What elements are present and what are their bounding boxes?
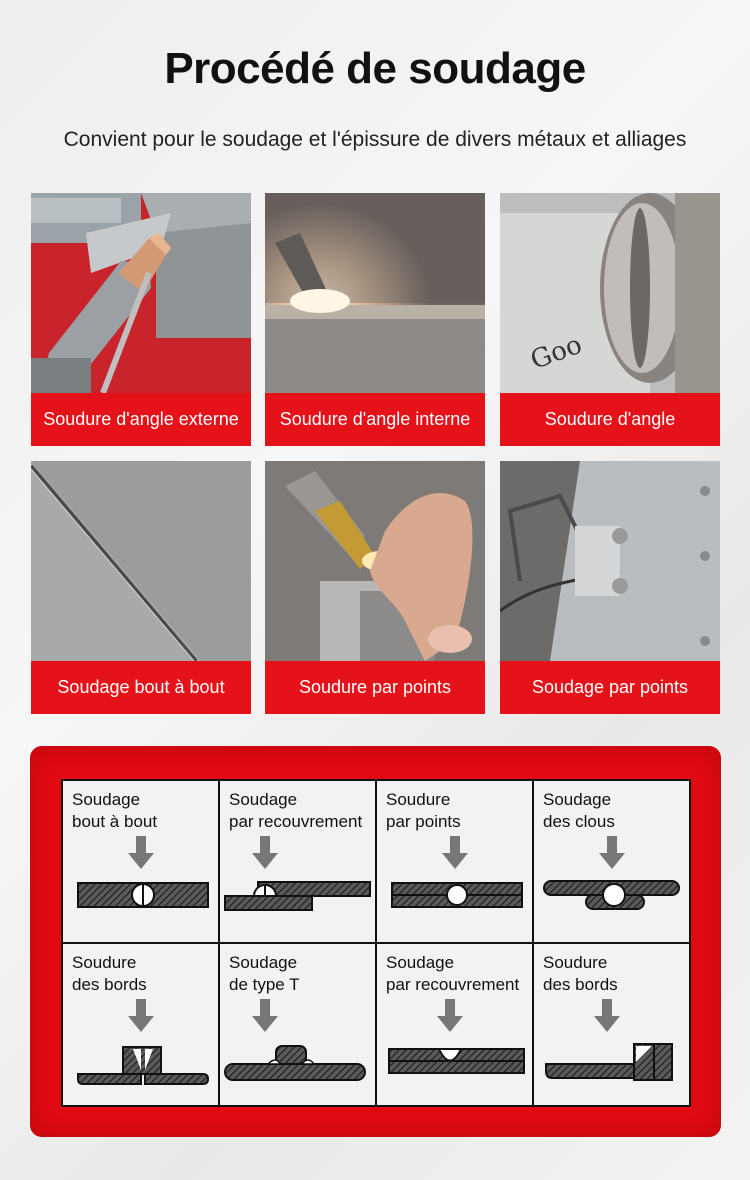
corner-edge-joint-diagram-icon [534, 944, 689, 1106]
photo-caption: Soudure par points [265, 661, 485, 714]
diagram-cell-t [220, 944, 375, 1105]
spot-joint-diagram-icon [377, 781, 532, 943]
diagram-cell-lap [220, 781, 375, 942]
diagram-cell-edge [63, 944, 218, 1105]
spot-weld-handle-photo-icon [500, 461, 720, 661]
page-title: Procédé de soudage [164, 44, 586, 93]
diagram-label: Soudage par recouvrement [386, 953, 520, 994]
diagram-label: Soudage de type T [229, 953, 300, 994]
butt-joint-diagram-icon [63, 781, 218, 943]
pipe-corner-weld-photo-icon [500, 193, 720, 393]
diagram-cell-spot [377, 781, 532, 942]
photo-card-external-corner [31, 193, 251, 446]
internal-corner-weld-photo-icon [265, 193, 485, 393]
photo-grid [31, 193, 720, 715]
photo-card-spot-handle [500, 461, 720, 714]
diagram-cell-stud [534, 781, 689, 942]
diagram-label: Soudure des bords [72, 953, 147, 994]
lap-fillet-joint-diagram-icon [377, 944, 532, 1106]
diagram-cell-lap-fillet [377, 944, 532, 1105]
photo-card-butt-weld [31, 461, 251, 714]
diagram-cell-butt [63, 781, 218, 942]
photo-caption: Soudage par points [500, 661, 720, 714]
butt-weld-photo-icon [31, 461, 251, 661]
diagram-cell-corner-edge [534, 944, 689, 1105]
photo-caption: Soudage bout à bout [31, 661, 251, 714]
photo-card-pipe-corner [500, 193, 720, 446]
t-joint-diagram-icon [220, 944, 375, 1106]
photo-caption: Soudure d'angle [500, 393, 720, 446]
spot-weld-finger-photo-icon [265, 461, 485, 661]
external-corner-weld-photo-icon [31, 193, 251, 393]
photo-caption: Soudure d'angle externe [31, 393, 251, 446]
diagram-label: Soudure des bords [543, 953, 618, 994]
diagram-label: Soudure par points [386, 790, 461, 831]
page-subtitle: Convient pour le soudage et l'épissure de divers métaux et alliages [63, 128, 687, 151]
photo-caption: Soudure d'angle interne [265, 393, 485, 446]
weld-types-panel [30, 746, 721, 1137]
svg-text:Goo: Goo [526, 329, 586, 376]
diagram-label: Soudage par recouvrement [229, 790, 363, 831]
weld-types-table [61, 779, 691, 1107]
diagram-label: Soudage des clous [543, 790, 615, 831]
edge-joint-diagram-icon [63, 944, 218, 1106]
photo-card-spot-finger [265, 461, 485, 714]
lap-joint-diagram-icon [220, 781, 375, 943]
photo-card-internal-corner [265, 193, 485, 446]
stud-joint-diagram-icon [534, 781, 689, 943]
diagram-label: Soudage bout à bout [72, 790, 158, 831]
